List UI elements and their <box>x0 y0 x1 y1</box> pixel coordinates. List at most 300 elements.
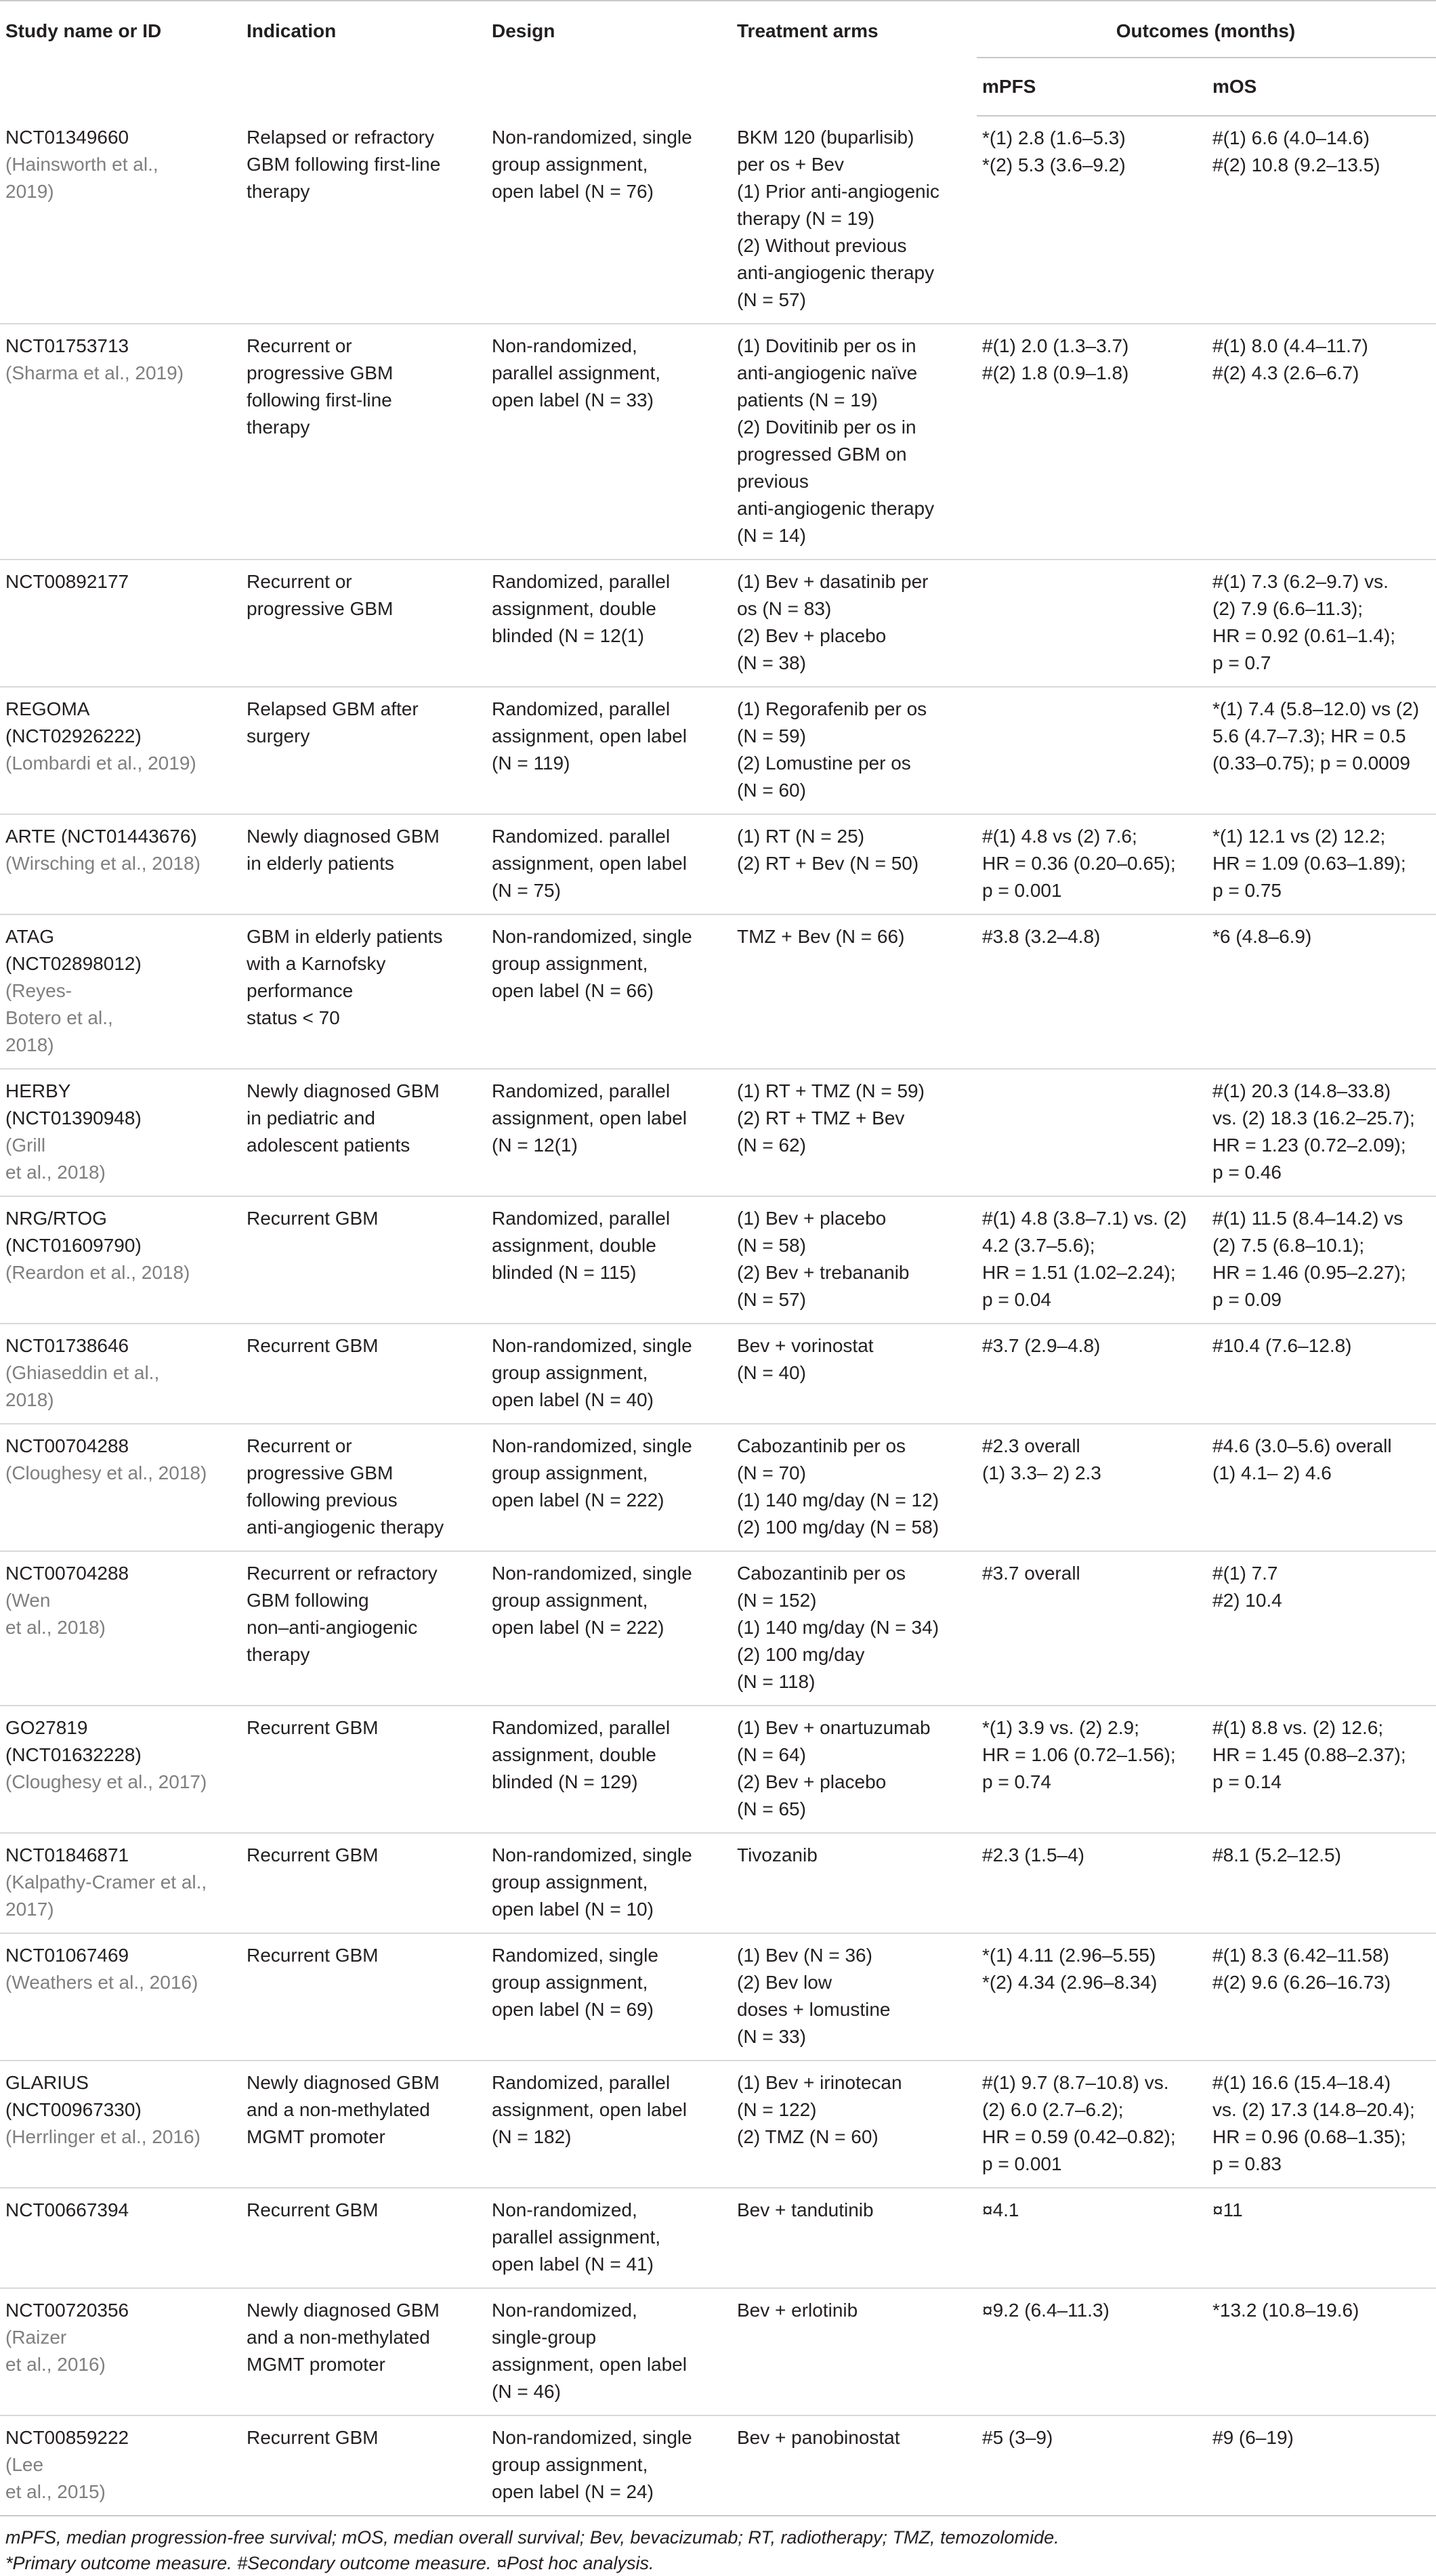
arms-line: anti-angiogenic therapy <box>737 262 935 283</box>
mpfs-cell <box>977 1933 1207 2061</box>
mpfs-cell <box>977 1069 1207 1196</box>
mpfs-line: #(1) 9.7 (8.7–10.8) vs. <box>982 2072 1169 2093</box>
indication-cell <box>241 1324 486 1424</box>
mpfs-cell <box>977 1424 1207 1551</box>
treatment-arms-cell <box>732 1706 977 1833</box>
study-line: GLARIUS <box>5 2072 89 2093</box>
indication-line: in pediatric and <box>247 1107 375 1128</box>
mos-line: #(2) 4.3 (2.6–6.7) <box>1212 362 1359 383</box>
citation-line: (Grill <box>5 1135 46 1156</box>
mpfs-cell <box>977 1196 1207 1324</box>
indication-line: and a non-methylated <box>247 2327 430 2348</box>
arms-line: os (N = 83) <box>737 598 832 619</box>
citation-line: Botero et al., <box>5 1007 113 1028</box>
design-cell <box>486 2288 732 2415</box>
arms-line: (2) Dovitinib per os in <box>737 417 916 438</box>
mpfs-line: *(1) 2.8 (1.6–5.3) <box>982 127 1126 148</box>
mos-line: #8.1 (5.2–12.5) <box>1212 1844 1341 1865</box>
indication-line: GBM following <box>247 1590 369 1611</box>
mos-line: (0.33–0.75); p = 0.0009 <box>1212 753 1410 774</box>
mpfs-line: #(1) 4.8 (3.8–7.1) vs. (2) <box>982 1208 1187 1229</box>
indication-cell <box>241 1069 486 1196</box>
treatment-arms-cell <box>732 914 977 1069</box>
study-cell <box>0 687 241 814</box>
mpfs-line: *(2) 4.34 (2.96–8.34) <box>982 1972 1158 1993</box>
design-line: assignment, double <box>492 598 656 619</box>
arms-line: (2) Bev + placebo <box>737 625 887 646</box>
arms-line: (1) Prior anti-angiogenic <box>737 181 939 202</box>
indication-line: following previous <box>247 1490 398 1511</box>
indication-line: Recurrent or <box>247 1435 352 1456</box>
study-cell <box>0 2061 241 2188</box>
arms-line: (N = 152) <box>737 1590 817 1611</box>
indication-cell <box>241 116 486 324</box>
indication-line: Recurrent or refractory <box>247 1563 438 1584</box>
study-cell <box>0 2415 241 2516</box>
design-line: assignment, double <box>492 1235 656 1256</box>
table-row <box>0 1706 1436 1833</box>
citation-line: (Kalpathy-Cramer et al., <box>5 1872 207 1893</box>
mos-line: #9 (6–19) <box>1212 2427 1294 2448</box>
mpfs-line: HR = 1.51 (1.02–2.24); <box>982 1262 1176 1283</box>
mos-line: ¤11 <box>1212 2199 1243 2220</box>
indication-line: Recurrent GBM <box>247 2199 379 2220</box>
design-line: Randomized, parallel <box>492 1717 671 1738</box>
design-line: Non-randomized, <box>492 335 637 356</box>
design-cell <box>486 1706 732 1833</box>
mos-line: #(2) 10.8 (9.2–13.5) <box>1212 154 1380 175</box>
treatment-arms-cell <box>732 2288 977 2415</box>
design-cell <box>486 2188 732 2288</box>
study-cell <box>0 1833 241 1933</box>
mpfs-line: *(2) 5.3 (3.6–9.2) <box>982 154 1126 175</box>
study-line: NCT01349660 <box>5 127 129 148</box>
header-outcomes: Outcomes (months) <box>977 1 1436 58</box>
treatment-arms-cell <box>732 687 977 814</box>
indication-line: progressive GBM <box>247 362 394 383</box>
study-cell <box>0 914 241 1069</box>
mos-cell <box>1207 687 1436 814</box>
arms-line: (1) 140 mg/day (N = 34) <box>737 1617 939 1638</box>
arms-line: Bev + tandutinib <box>737 2199 874 2220</box>
table-row <box>0 1324 1436 1424</box>
indication-line: Recurrent GBM <box>247 1945 379 1966</box>
header-study: Study name or ID <box>0 1 241 116</box>
design-line: parallel assignment, <box>492 2226 661 2247</box>
citation-line: (Cloughesy et al., 2018) <box>5 1462 207 1483</box>
citation-line: (Raizer <box>5 2327 67 2348</box>
design-line: assignment, open label <box>492 2099 687 2120</box>
design-line: open label (N = 222) <box>492 1490 664 1511</box>
study-line: NCT01753713 <box>5 335 129 356</box>
table-row <box>0 324 1436 559</box>
arms-line: (1) Bev (N = 36) <box>737 1945 872 1966</box>
indication-cell <box>241 2415 486 2516</box>
mos-cell <box>1207 1196 1436 1324</box>
arms-line: (N = 33) <box>737 2026 806 2047</box>
indication-cell <box>241 1551 486 1706</box>
treatment-arms-cell <box>732 1833 977 1933</box>
design-line: Randomized, single <box>492 1945 658 1966</box>
design-line: open label (N = 69) <box>492 1999 654 2020</box>
mos-line: p = 0.83 <box>1212 2153 1282 2174</box>
arms-line: TMZ + Bev (N = 66) <box>737 926 905 947</box>
design-line: Non-randomized, single <box>492 2427 692 2448</box>
arms-line: (2) Bev low <box>737 1972 832 1993</box>
design-cell <box>486 324 732 559</box>
study-cell <box>0 1324 241 1424</box>
design-line: Non-randomized, single <box>492 1335 692 1356</box>
arms-line: Bev + vorinostat <box>737 1335 874 1356</box>
design-line: open label (N = 10) <box>492 1899 654 1920</box>
header-design: Design <box>486 1 732 116</box>
mos-cell <box>1207 1551 1436 1706</box>
treatment-arms-cell <box>732 2188 977 2288</box>
header-treatment-arms: Treatment arms <box>732 1 977 116</box>
indication-cell <box>241 914 486 1069</box>
design-cell <box>486 1324 732 1424</box>
design-line: Non-randomized, single <box>492 1563 692 1584</box>
mpfs-line: 4.2 (3.7–5.6); <box>982 1235 1095 1256</box>
mos-cell <box>1207 1069 1436 1196</box>
mos-line: HR = 1.23 (0.72–2.09); <box>1212 1135 1406 1156</box>
study-line: (NCT01609790) <box>5 1235 142 1256</box>
treatment-arms-cell <box>732 559 977 687</box>
arms-line: (2) 100 mg/day <box>737 1644 865 1665</box>
arms-line: (N = 64) <box>737 1744 806 1765</box>
mos-line: (1) 4.1– 2) 4.6 <box>1212 1462 1332 1483</box>
design-line: Randomized, parallel <box>492 1080 671 1101</box>
citation-line: et al., 2018) <box>5 1617 106 1638</box>
mos-cell <box>1207 1424 1436 1551</box>
study-line: NCT00704288 <box>5 1563 129 1584</box>
indication-line: Recurrent GBM <box>247 1208 379 1229</box>
design-line: blinded (N = 115) <box>492 1262 637 1283</box>
design-line: open label (N = 76) <box>492 181 654 202</box>
citation-line: 2019) <box>5 181 54 202</box>
indication-line: anti-angiogenic therapy <box>247 1517 444 1538</box>
mpfs-line: #3.8 (3.2–4.8) <box>982 926 1101 947</box>
mos-cell <box>1207 324 1436 559</box>
arms-line: (2) RT + TMZ + Bev <box>737 1107 905 1128</box>
indication-line: therapy <box>247 417 310 438</box>
indication-line: following first-line <box>247 389 392 410</box>
study-cell <box>0 559 241 687</box>
treatment-arms-cell <box>732 1933 977 2061</box>
mos-line: vs. (2) 17.3 (14.8–20.4); <box>1212 2099 1415 2120</box>
citation-line: et al., 2015) <box>5 2481 106 2502</box>
indication-line: Newly diagnosed GBM <box>247 826 440 847</box>
citation-line: 2017) <box>5 1899 54 1920</box>
table-row <box>0 1196 1436 1324</box>
mpfs-cell <box>977 814 1207 914</box>
mos-cell <box>1207 116 1436 324</box>
study-line: (NCT00967330) <box>5 2099 142 2120</box>
indication-line: Recurrent GBM <box>247 1717 379 1738</box>
mos-line: #4.6 (3.0–5.6) overall <box>1212 1435 1392 1456</box>
design-cell <box>486 1551 732 1706</box>
table-row <box>0 687 1436 814</box>
table-row <box>0 1551 1436 1706</box>
study-line: NCT01738646 <box>5 1335 129 1356</box>
mos-line: #(1) 8.3 (6.42–11.58) <box>1212 1945 1389 1966</box>
table-body <box>0 116 1436 2516</box>
mos-cell <box>1207 2288 1436 2415</box>
mpfs-cell <box>977 2288 1207 2415</box>
table-row <box>0 2288 1436 2415</box>
design-line: (N = 182) <box>492 2126 572 2147</box>
design-cell <box>486 1196 732 1324</box>
mpfs-cell <box>977 324 1207 559</box>
table-row <box>0 814 1436 914</box>
design-cell <box>486 814 732 914</box>
mos-line: *13.2 (10.8–19.6) <box>1212 2300 1359 2321</box>
study-cell <box>0 814 241 914</box>
design-line: (N = 46) <box>492 2381 561 2402</box>
mpfs-line: #2.3 overall <box>982 1435 1080 1456</box>
study-line: (NCT01390948) <box>5 1107 142 1128</box>
treatment-arms-cell <box>732 116 977 324</box>
mpfs-line: p = 0.001 <box>982 880 1062 901</box>
table-row <box>0 914 1436 1069</box>
mos-line: HR = 0.92 (0.61–1.4); <box>1212 625 1396 646</box>
arms-line: (1) Regorafenib per os <box>737 698 927 719</box>
table-footnotes <box>0 2516 1436 2576</box>
indication-cell <box>241 814 486 914</box>
mos-line: p = 0.09 <box>1212 1289 1282 1310</box>
mos-line: #(1) 8.0 (4.4–11.7) <box>1212 335 1368 356</box>
indication-cell <box>241 1833 486 1933</box>
mpfs-line: (1) 3.3– 2) 2.3 <box>982 1462 1101 1483</box>
indication-line: Recurrent GBM <box>247 1844 379 1865</box>
arms-line: Cabozantinib per os <box>737 1435 906 1456</box>
arms-line: (1) RT + TMZ (N = 59) <box>737 1080 925 1101</box>
arms-line: (N = 57) <box>737 1289 806 1310</box>
citation-line: (Wen <box>5 1590 51 1611</box>
mos-cell <box>1207 1933 1436 2061</box>
mos-cell <box>1207 2188 1436 2288</box>
arms-line: (N = 57) <box>737 289 806 310</box>
design-line: group assignment, <box>492 1590 648 1611</box>
arms-line: (2) Lomustine per os <box>737 753 911 774</box>
mos-line: #(1) 20.3 (14.8–33.8) <box>1212 1080 1391 1101</box>
indication-line: Recurrent GBM <box>247 1335 379 1356</box>
design-line: open label (N = 33) <box>492 389 654 410</box>
design-line: Non-randomized, single <box>492 1844 692 1865</box>
mpfs-line: HR = 0.59 (0.42–0.82); <box>982 2126 1176 2147</box>
indication-line: progressive GBM <box>247 1462 394 1483</box>
indication-cell <box>241 1706 486 1833</box>
design-line: Non-randomized, <box>492 2300 637 2321</box>
arms-line: patients (N = 19) <box>737 389 878 410</box>
indication-line: Newly diagnosed GBM <box>247 2300 440 2321</box>
mpfs-cell <box>977 914 1207 1069</box>
treatment-arms-cell <box>732 1551 977 1706</box>
arms-line: (N = 65) <box>737 1798 806 1819</box>
arms-line: anti-angiogenic naïve <box>737 362 918 383</box>
mos-line: #2) 10.4 <box>1212 1590 1282 1611</box>
table-row <box>0 2188 1436 2288</box>
arms-line: (2) Bev + trebananib <box>737 1262 910 1283</box>
indication-line: MGMT promoter <box>247 2354 385 2375</box>
table-row <box>0 116 1436 324</box>
indication-line: performance <box>247 980 354 1001</box>
design-cell <box>486 687 732 814</box>
arms-line: (1) Bev + placebo <box>737 1208 887 1229</box>
mpfs-cell <box>977 2061 1207 2188</box>
mos-line: #(1) 8.8 vs. (2) 12.6; <box>1212 1717 1384 1738</box>
arms-line: (N = 62) <box>737 1135 806 1156</box>
design-cell <box>486 1933 732 2061</box>
indication-cell <box>241 2061 486 2188</box>
design-line: group assignment, <box>492 1362 648 1383</box>
mpfs-line: ¤9.2 (6.4–11.3) <box>982 2300 1110 2321</box>
citation-line: (Reyes- <box>5 980 72 1001</box>
mpfs-line: p = 0.001 <box>982 2153 1062 2174</box>
mpfs-line: p = 0.04 <box>982 1289 1051 1310</box>
design-line: Randomized, parallel <box>492 571 671 592</box>
mpfs-line: *(1) 4.11 (2.96–5.55) <box>982 1945 1156 1966</box>
mpfs-cell <box>977 1706 1207 1833</box>
mpfs-cell <box>977 1551 1207 1706</box>
indication-line: adolescent patients <box>247 1135 410 1156</box>
arms-line: (1) 140 mg/day (N = 12) <box>737 1490 939 1511</box>
mos-line: p = 0.46 <box>1212 1162 1282 1183</box>
mos-line: p = 0.75 <box>1212 880 1282 901</box>
mos-cell <box>1207 1324 1436 1424</box>
design-line: open label (N = 66) <box>492 980 654 1001</box>
indication-line: in elderly patients <box>247 853 394 874</box>
mpfs-cell <box>977 687 1207 814</box>
footnote-abbreviations: mPFS, median progression-free survival; mOS, median overall survival; Bev, bevacizumab; RT, radiotherapy; TMZ, temozolomide. <box>5 2527 1059 2548</box>
mpfs-line: #2.3 (1.5–4) <box>982 1844 1084 1865</box>
design-line: group assignment, <box>492 154 648 175</box>
study-cell <box>0 2188 241 2288</box>
mpfs-cell <box>977 2188 1207 2288</box>
arms-line: therapy (N = 19) <box>737 208 875 229</box>
design-line: blinded (N = 12(1) <box>492 625 644 646</box>
mos-cell <box>1207 559 1436 687</box>
indication-line: Recurrent or <box>247 335 352 356</box>
mpfs-cell <box>977 1833 1207 1933</box>
study-line: (NCT02898012) <box>5 953 142 974</box>
study-line: GO27819 <box>5 1717 88 1738</box>
mos-line: vs. (2) 18.3 (16.2–25.7); <box>1212 1107 1415 1128</box>
design-line: Randomized, parallel <box>492 2072 671 2093</box>
table-row <box>0 1069 1436 1196</box>
study-line: HERBY <box>5 1080 71 1101</box>
table-row <box>0 1933 1436 2061</box>
citation-line: (Weathers et al., 2016) <box>5 1972 198 1993</box>
citation-line: (Lombardi et al., 2019) <box>5 753 196 774</box>
arms-line: (N = 14) <box>737 525 806 546</box>
design-line: blinded (N = 129) <box>492 1771 638 1792</box>
design-line: assignment, open label <box>492 853 687 874</box>
arms-line: (1) Dovitinib per os in <box>737 335 916 356</box>
indication-cell <box>241 2188 486 2288</box>
mpfs-line: p = 0.74 <box>982 1771 1051 1792</box>
design-line: (N = 119) <box>492 753 570 774</box>
mpfs-line: HR = 0.36 (0.20–0.65); <box>982 853 1176 874</box>
mos-line: HR = 0.96 (0.68–1.35); <box>1212 2126 1406 2147</box>
indication-cell <box>241 1196 486 1324</box>
study-line: (NCT01632228) <box>5 1744 142 1765</box>
design-line: Randomized. parallel <box>492 826 671 847</box>
mpfs-line: *(1) 3.9 vs. (2) 2.9; <box>982 1717 1139 1738</box>
mos-line: #10.4 (7.6–12.8) <box>1212 1335 1352 1356</box>
study-line: NCT00859222 <box>5 2427 129 2448</box>
indication-line: status < 70 <box>247 1007 340 1028</box>
mos-line: *(1) 12.1 vs (2) 12.2; <box>1212 826 1386 847</box>
design-line: Non-randomized, single <box>492 1435 692 1456</box>
arms-line: Bev + panobinostat <box>737 2427 900 2448</box>
arms-line: (2) RT + Bev (N = 50) <box>737 853 919 874</box>
design-line: assignment, open label <box>492 1107 687 1128</box>
design-line: Randomized, parallel <box>492 698 671 719</box>
mos-line: HR = 1.45 (0.88–2.37); <box>1212 1744 1406 1765</box>
mpfs-line: #3.7 overall <box>982 1563 1080 1584</box>
table-row <box>0 2415 1436 2516</box>
arms-line: progressed GBM on <box>737 444 907 465</box>
design-line: open label (N = 40) <box>492 1389 654 1410</box>
study-line: ATAG <box>5 926 55 947</box>
indication-line: Recurrent GBM <box>247 2427 379 2448</box>
arms-line: BKM 120 (buparlisib) <box>737 127 914 148</box>
design-line: parallel assignment, <box>492 362 661 383</box>
treatment-arms-cell <box>732 2061 977 2188</box>
design-line: (N = 12(1) <box>492 1135 578 1156</box>
indication-line: with a Karnofsky <box>247 953 386 974</box>
design-line: group assignment, <box>492 953 648 974</box>
study-cell <box>0 1424 241 1551</box>
design-line: open label (N = 41) <box>492 2254 654 2275</box>
indication-line: non–anti-angiogenic <box>247 1617 418 1638</box>
study-line: NCT01067469 <box>5 1945 129 1966</box>
mos-line: (2) 7.9 (6.6–11.3); <box>1212 598 1364 619</box>
arms-line: Tivozanib <box>737 1844 818 1865</box>
citation-line: (Sharma et al., 2019) <box>5 362 184 383</box>
design-line: assignment, open label <box>492 2354 687 2375</box>
mos-line: *6 (4.8–6.9) <box>1212 926 1312 947</box>
indication-line: therapy <box>247 1644 310 1665</box>
design-line: open label (N = 222) <box>492 1617 664 1638</box>
mpfs-line: (2) 6.0 (2.7–6.2); <box>982 2099 1124 2120</box>
indication-line: therapy <box>247 181 310 202</box>
table-row <box>0 559 1436 687</box>
citation-line: (Wirsching et al., 2018) <box>5 853 200 874</box>
study-cell <box>0 1551 241 1706</box>
mos-line: #(1) 11.5 (8.4–14.2) vs <box>1212 1208 1403 1229</box>
study-cell <box>0 116 241 324</box>
arms-line: (N = 38) <box>737 652 806 673</box>
footnote-symbols: *Primary outcome measure. #Secondary outcome measure. ¤Post hoc analysis. <box>5 2553 654 2573</box>
indication-line: Relapsed GBM after <box>247 698 419 719</box>
indication-cell <box>241 1424 486 1551</box>
treatment-arms-cell <box>732 1196 977 1324</box>
citation-line: (Reardon et al., 2018) <box>5 1262 190 1283</box>
header-mpfs: mPFS <box>977 58 1207 116</box>
design-cell <box>486 2415 732 2516</box>
study-cell <box>0 324 241 559</box>
arms-line: (2) Without previous <box>737 235 907 256</box>
arms-line: (1) Bev + onartuzumab <box>737 1717 931 1738</box>
indication-line: GBM in elderly patients <box>247 926 443 947</box>
design-line: group assignment, <box>492 1972 648 1993</box>
arms-line: (N = 60) <box>737 780 806 801</box>
arms-line: (2) TMZ (N = 60) <box>737 2126 879 2147</box>
mos-line: (2) 7.5 (6.8–10.1); <box>1212 1235 1365 1256</box>
mos-line: p = 0.7 <box>1212 652 1271 673</box>
